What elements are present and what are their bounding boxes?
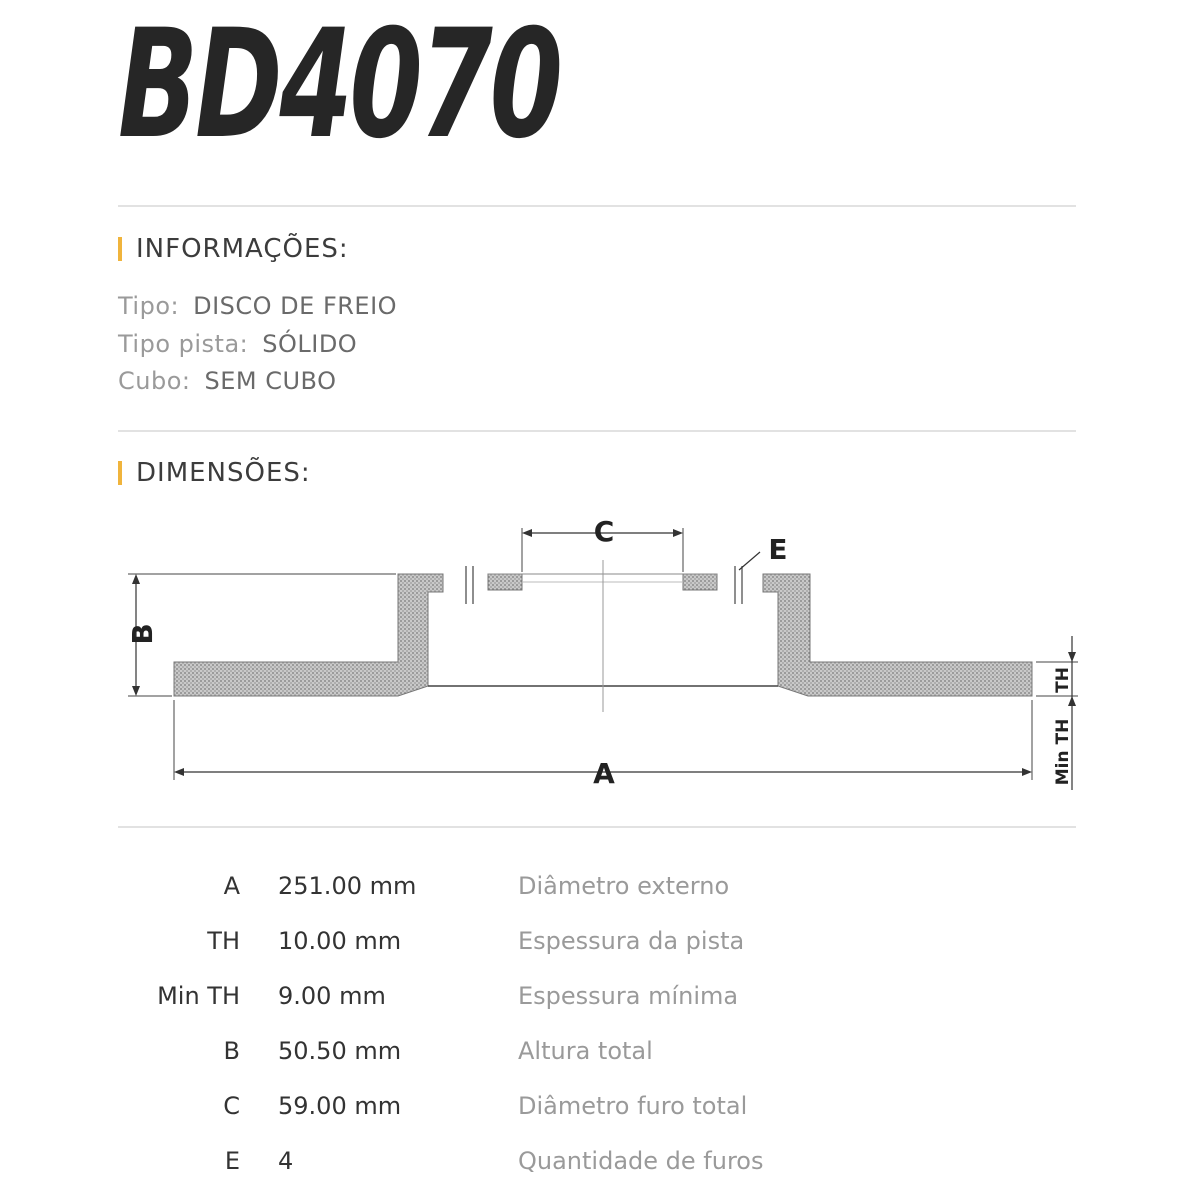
info-row-tipo [118, 292, 397, 320]
dim-value: 10.00 mm [278, 927, 402, 955]
dim-description: Diâmetro furo total [518, 1092, 748, 1120]
dim-value: 251.00 mm [278, 872, 417, 900]
dim-description: Espessura da pista [518, 927, 745, 955]
dim-key: E [224, 1147, 240, 1175]
dim-description: Diâmetro externo [518, 872, 730, 900]
hub-lip-right [683, 574, 717, 590]
table-row [0, 1147, 1200, 1187]
dim-key: B [223, 1037, 240, 1065]
info-label: Tipo: [118, 292, 180, 320]
info-row-cubo [118, 367, 336, 395]
dim-value: 4 [278, 1147, 294, 1175]
dim-key: C [223, 1092, 240, 1120]
accent-bar [118, 237, 122, 261]
dimensions-heading-text: DIMENSÕES: [136, 458, 311, 488]
hub-lip-left [488, 574, 522, 590]
dim-label-a: A [593, 757, 615, 790]
dim-label-b: B [126, 623, 159, 645]
dimensions-heading [118, 458, 311, 488]
dim-value: 59.00 mm [278, 1092, 402, 1120]
info-value: SEM CUBO [204, 367, 337, 395]
divider [118, 826, 1076, 828]
info-value: DISCO DE FREIO [193, 292, 398, 320]
table-row [0, 1092, 1200, 1132]
table-row [0, 872, 1200, 912]
product-code: BD4070 [118, 0, 560, 172]
disc-section-left [174, 574, 443, 696]
dim-description: Espessura mínima [518, 982, 739, 1010]
dim-label-c: C [593, 515, 615, 548]
info-heading-text: INFORMAÇÕES: [136, 234, 349, 264]
dim-label-e: E [768, 533, 788, 566]
accent-bar [118, 461, 122, 485]
dim-description: Quantidade de furos [518, 1147, 764, 1175]
dim-label-th: TH [1053, 667, 1073, 693]
dim-label-min-th: Min TH [1053, 718, 1073, 786]
info-label: Tipo pista: [118, 330, 249, 358]
table-row [0, 1037, 1200, 1077]
table-row [0, 927, 1200, 967]
dim-value: 50.50 mm [278, 1037, 402, 1065]
info-heading [118, 234, 349, 264]
dim-key: Min TH [157, 982, 240, 1010]
divider [118, 430, 1076, 432]
dim-description: Altura total [518, 1037, 653, 1065]
info-row-tipo-pista [118, 330, 357, 358]
dim-value: 9.00 mm [278, 982, 386, 1010]
disc-section-right [763, 574, 1032, 696]
brake-disc-diagram [0, 500, 1200, 810]
divider [118, 205, 1076, 207]
table-row [0, 982, 1200, 1022]
info-value: SÓLIDO [262, 330, 358, 358]
dim-key: TH [207, 927, 240, 955]
info-label: Cubo: [118, 367, 191, 395]
dim-key: A [223, 872, 240, 900]
